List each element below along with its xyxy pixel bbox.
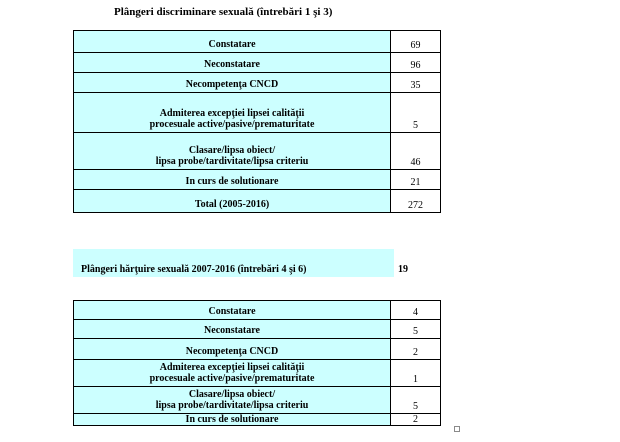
discrimination-table	[73, 30, 441, 213]
table-row	[74, 93, 441, 133]
row-value: 1	[391, 360, 441, 387]
table-row	[74, 190, 441, 213]
table-row	[74, 339, 441, 360]
row-value: 96	[391, 53, 441, 73]
section2-title: Plângeri hărţuire sexuală 2007-2016 (întrebări 4 şi 6)	[81, 264, 307, 275]
table-row	[74, 170, 441, 190]
table-row	[74, 53, 441, 73]
row-label: Clasare/lipsa obiect/ lipsa probe/tardivitate/lipsa criteriu	[74, 133, 391, 170]
resize-handle[interactable]	[454, 426, 460, 432]
harassment-table	[73, 300, 441, 426]
row-label: Constatare	[74, 31, 391, 53]
row-value: 2	[391, 414, 441, 426]
row-value: 5	[391, 387, 441, 414]
row-label: In curs de solutionare	[74, 170, 391, 190]
table-row	[74, 31, 441, 53]
table-row	[74, 387, 441, 414]
row-label: Necompetenţa CNCD	[74, 339, 391, 360]
row-value: 35	[391, 73, 441, 93]
section1-title: Plângeri discriminare sexuală (întrebări 1 şi 3)	[114, 6, 333, 18]
section2-count: 19	[398, 264, 408, 275]
row-label: Total (2005-2016)	[74, 190, 391, 213]
table-row	[74, 414, 441, 426]
row-value: 5	[391, 320, 441, 339]
table-row	[74, 360, 441, 387]
row-value: 5	[391, 93, 441, 133]
row-value: 21	[391, 170, 441, 190]
row-label: Admiterea excepţiei lipsei calităţii procesuale active/pasive/prematuritate	[74, 360, 391, 387]
table-row	[74, 320, 441, 339]
row-label: Constatare	[74, 301, 391, 320]
row-value: 4	[391, 301, 441, 320]
row-label: Neconstatare	[74, 320, 391, 339]
row-label: Clasare/lipsa obiect/ lipsa probe/tardivitate/lipsa criteriu	[74, 387, 391, 414]
row-label: Neconstatare	[74, 53, 391, 73]
row-value: 46	[391, 133, 441, 170]
row-value: 2	[391, 339, 441, 360]
row-label: Necompetenţa CNCD	[74, 73, 391, 93]
row-label: Admiterea excepţiei lipsei calităţii procesuale active/pasive/prematuritate	[74, 93, 391, 133]
table-row	[74, 73, 441, 93]
table-row	[74, 301, 441, 320]
row-label: In curs de solutionare	[74, 414, 391, 426]
row-value: 272	[391, 190, 441, 213]
table-row	[74, 133, 441, 170]
row-value: 69	[391, 31, 441, 53]
